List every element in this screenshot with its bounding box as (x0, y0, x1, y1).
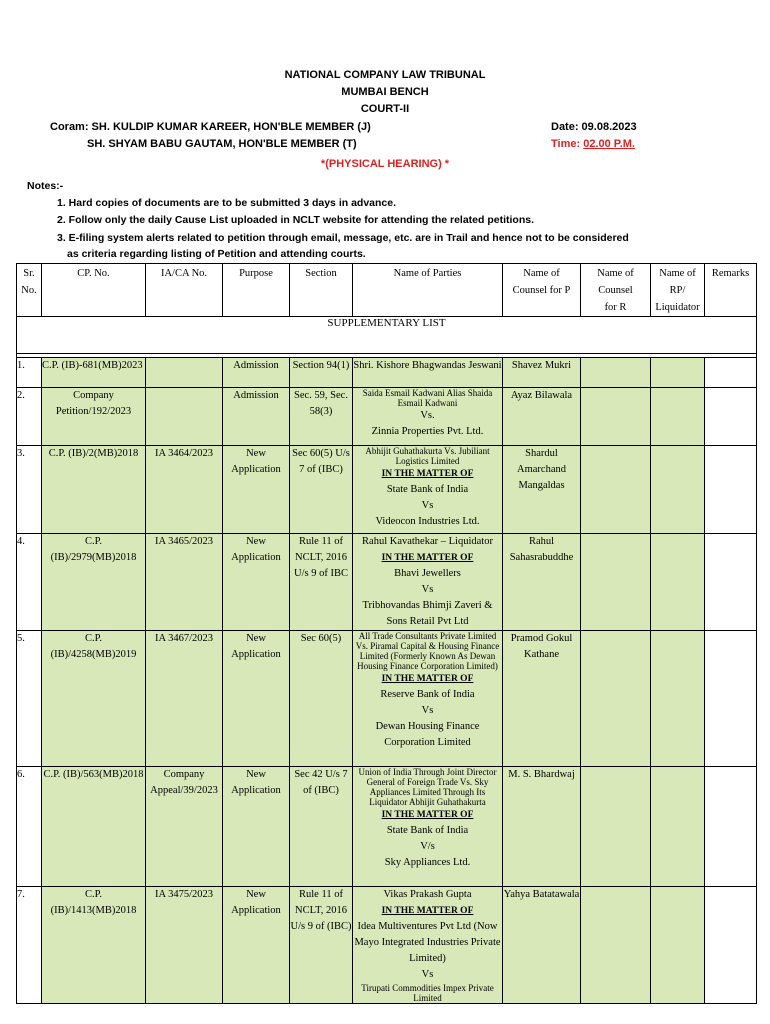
cell-parties: Vikas Prakash Gupta IN THE MATTER OF Idea Multiventures Pvt Ltd (Now Mayo Integrated Industries Private Limited) Vs Tirupati Commodities Impex Private Limited (353, 887, 503, 1004)
coram-line-1: Coram: SH. KULDIP KUMAR KAREER, HON'BLE MEMBER (J) (50, 121, 371, 133)
time-prefix: Time: (551, 138, 584, 150)
cell-remarks (705, 887, 757, 1004)
cell-remarks (705, 388, 757, 446)
table-row (17, 534, 757, 631)
table-row (17, 358, 757, 388)
cell-counsel-p: Shardul Amarchand Mangaldas (503, 446, 581, 534)
cell-rp (651, 388, 705, 446)
supplementary-row (17, 317, 757, 354)
col-counsel-p: Name of Counsel for P (503, 264, 581, 317)
cell-section: Sec 60(5) (290, 631, 353, 767)
time-value: 02.00 P.M. (583, 138, 635, 150)
col-rp: Name of RP/ Liquidator (651, 264, 705, 317)
cell-counsel-p: Pramod Gokul Kathane (503, 631, 581, 767)
cell-parties: Union of India Through Joint Director General of Foreign Trade Vs. Sky Appliances Limited Through Its Liquidator Abhijit Guhathakurta IN THE MATTER OF State Bank of India V/s Sky Appliances Ltd. (353, 767, 503, 887)
cell-section: Sec. 59, Sec. 58(3) (290, 388, 353, 446)
table-row (17, 631, 757, 767)
hearing-type: *(PHYSICAL HEARING) * (320, 158, 450, 170)
cell-sr: 6. (17, 767, 42, 887)
cell-remarks (705, 631, 757, 767)
col-purpose: Purpose (223, 264, 290, 317)
cell-counsel-p: Ayaz Bilawala (503, 388, 581, 446)
cell-purpose: New Application (223, 446, 290, 534)
cell-sr: 2. (17, 388, 42, 446)
cell-section: Section 94(1) (290, 358, 353, 388)
cell-parties: Rahul Kavathekar – Liquidator IN THE MATTER OF Bhavi Jewellers Vs Tribhovandas Bhimji Zaveri & Sons Retail Pvt Ltd (353, 534, 503, 631)
cell-parties: Abhijit Guhathakurta Vs. Jubiliant Logistics Limited IN THE MATTER OF State Bank of India Vs Videocon Industries Ltd. (353, 446, 503, 534)
cell-sr: 7. (17, 887, 42, 1004)
cell-purpose: New Application (223, 534, 290, 631)
cell-rp (651, 446, 705, 534)
cell-rp (651, 767, 705, 887)
table-row (17, 388, 757, 446)
cell-cp: Company Petition/192/2023 (42, 388, 146, 446)
cell-counsel-r (581, 887, 651, 1004)
tribunal-name: NATIONAL COMPANY LAW TRIBUNAL (284, 69, 486, 81)
cell-ia (146, 388, 223, 446)
table-header-row (17, 264, 757, 317)
cell-counsel-r (581, 767, 651, 887)
cell-remarks (705, 534, 757, 631)
cell-ia: IA 3464/2023 (146, 446, 223, 534)
cell-cp: C.P. (IB)/1413(MB)2018 (42, 887, 146, 1004)
cell-parties: Saida Esmail Kadwani Alias Shaida Esmail Kadwani Vs. Zinnia Properties Pvt. Ltd. (353, 388, 503, 446)
cell-rp (651, 358, 705, 388)
table-row (17, 887, 757, 1004)
cell-counsel-p: Yahya Batatawala (503, 887, 581, 1004)
cell-remarks (705, 767, 757, 887)
cell-section: Sec 60(5) U/s 7 of (IBC) (290, 446, 353, 534)
cell-sr: 4. (17, 534, 42, 631)
cell-section: Rule 11 of NCLT, 2016 U/s 9 of IBC (290, 534, 353, 631)
cell-counsel-r (581, 388, 651, 446)
cell-ia (146, 358, 223, 388)
cell-section: Rule 11 of NCLT, 2016 U/s 9 of (IBC) (290, 887, 353, 1004)
bench-name: MUMBAI BENCH (341, 86, 429, 98)
cell-rp (651, 534, 705, 631)
col-ia-no: IA/CA No. (146, 264, 223, 317)
cell-cp: C.P. (IB)/2979(MB)2018 (42, 534, 146, 631)
cell-ia: Company Appeal/39/2023 (146, 767, 223, 887)
cell-rp (651, 631, 705, 767)
coram-line-2: SH. SHYAM BABU GAUTAM, HON'BLE MEMBER (T) (87, 138, 357, 150)
cell-counsel-p: Rahul Sahasrabuddhe (503, 534, 581, 631)
court-name: COURT-II (360, 103, 410, 115)
hearing-date: Date: 09.08.2023 (551, 121, 637, 133)
cell-cp: C.P. (IB)/2(MB)2018 (42, 446, 146, 534)
note-item: 1. Hard copies of documents are to be submitted 3 days in advance. (57, 197, 397, 209)
notes-title: Notes:- (27, 180, 64, 192)
cell-sr: 1. (17, 358, 42, 388)
cell-ia: IA 3467/2023 (146, 631, 223, 767)
cell-rp (651, 887, 705, 1004)
cell-purpose: Admission (223, 358, 290, 388)
col-parties: Name of Parties (353, 264, 503, 317)
cell-remarks (705, 358, 757, 388)
cell-section: Sec 42 U/s 7 of (IBC) (290, 767, 353, 887)
hearing-time (551, 138, 635, 150)
cell-ia: IA 3465/2023 (146, 534, 223, 631)
cell-counsel-r (581, 534, 651, 631)
table-row (17, 446, 757, 534)
cell-ia: IA 3475/2023 (146, 887, 223, 1004)
note-item: as criteria regarding listing of Petition and attending courts. (67, 248, 366, 260)
cell-parties: Shri. Kishore Bhagwandas Jeswani (353, 358, 503, 388)
cell-cp: C.P. (IB)-681(MB)2023 (42, 358, 146, 388)
cause-list-table (16, 263, 757, 1004)
cell-counsel-p: Shavez Mukri (503, 358, 581, 388)
col-remarks: Remarks (705, 264, 757, 317)
cell-purpose: New Application (223, 887, 290, 1004)
cell-counsel-p: M. S. Bhardwaj (503, 767, 581, 887)
supplementary-title: SUPPLEMENTARY LIST (17, 317, 757, 354)
col-counsel-r: Name of Counsel for R (581, 264, 651, 317)
col-section: Section (290, 264, 353, 317)
cell-parties: All Trade Consultants Private Limited Vs. Piramal Capital & Housing Finance Limited (Formerly Known As Dewan Housing Finance Corporation Limited) IN THE MATTER OF Reserve Bank of India Vs Dewan Housing Finance Corporation Limited (353, 631, 503, 767)
cell-purpose: Admission (223, 388, 290, 446)
cell-sr: 3. (17, 446, 42, 534)
col-sr-no: Sr. No. (17, 264, 42, 317)
table-row (17, 767, 757, 887)
cell-purpose: New Application (223, 767, 290, 887)
cell-cp: C.P. (IB)/4258(MB)2019 (42, 631, 146, 767)
cell-cp: C.P. (IB)/563(MB)2018 (42, 767, 146, 887)
col-cp-no: CP. No. (42, 264, 146, 317)
cell-purpose: New Application (223, 631, 290, 767)
note-item: 3. E-filing system alerts related to petition through email, message, etc. are in Trail and hence not to be considered (57, 232, 629, 244)
cell-sr: 5. (17, 631, 42, 767)
cell-remarks (705, 446, 757, 534)
note-item: 2. Follow only the daily Cause List uploaded in NCLT website for attending the related petitions. (57, 214, 535, 226)
cell-counsel-r (581, 358, 651, 388)
cell-counsel-r (581, 446, 651, 534)
cell-counsel-r (581, 631, 651, 767)
